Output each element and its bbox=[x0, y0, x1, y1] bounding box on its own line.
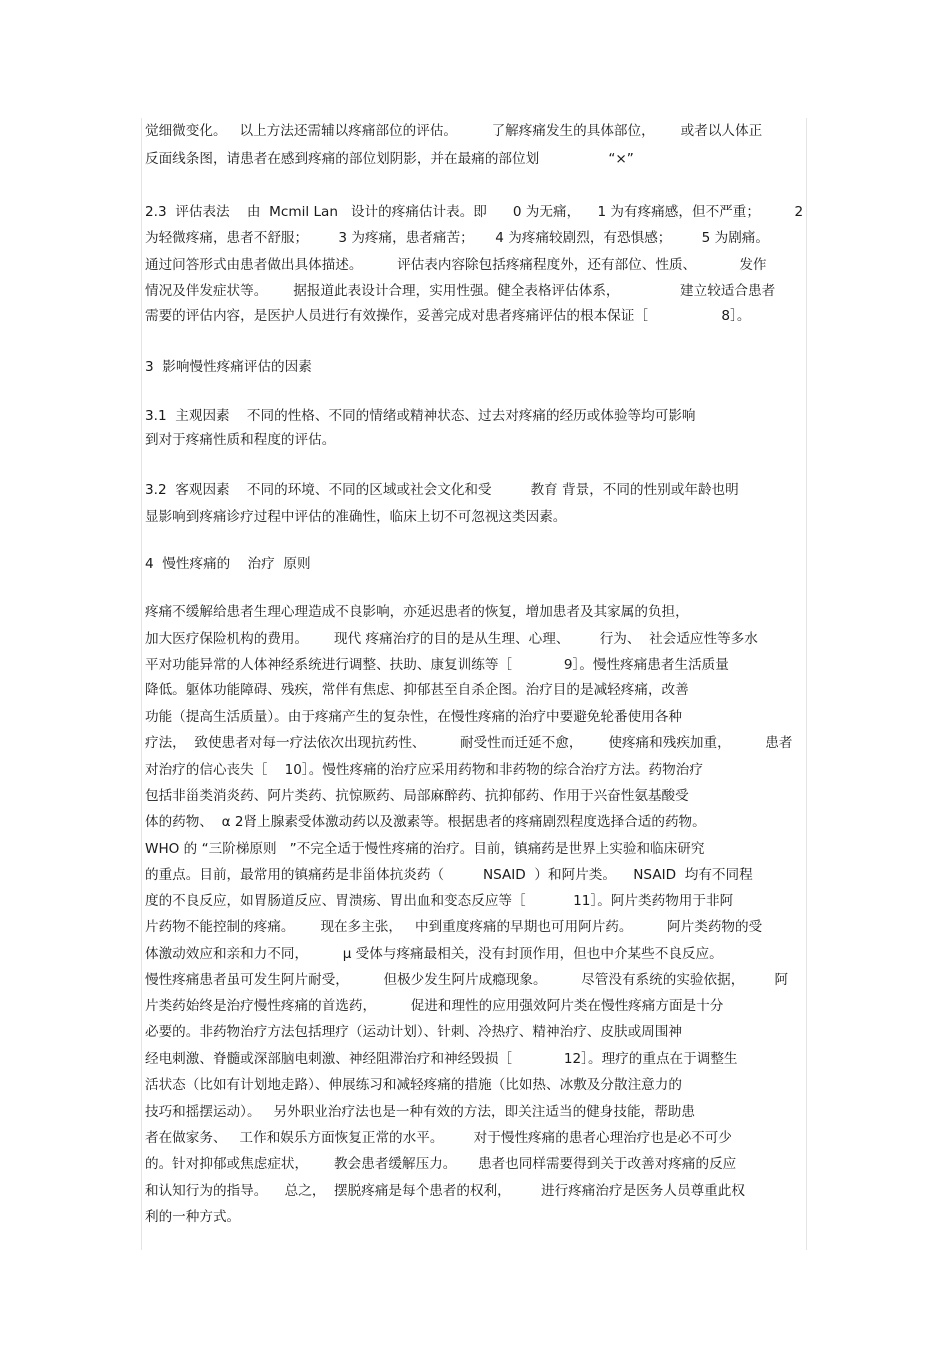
text-line: 片药物不能控制的疼痛。 现在多主张， 中到重度疼痛的早期也可用阿片药。 阿片类药物的受 bbox=[145, 919, 763, 935]
text-line: 对治疗的信心丧失［ 10］。慢性疼痛的治疗应采用药物和非药物的综合治疗方法。药物治疗 bbox=[145, 762, 703, 778]
text-line: 体的药物、 α 2肾上腺素受体激动药以及激素等。根据患者的疼痛剧烈程度选择合适的药物。 bbox=[145, 814, 706, 830]
text-line: 降低。躯体功能障碍、残疾，常伴有焦虑、抑郁甚至自杀企图。治疗目的是减轻疼痛，改善 bbox=[145, 682, 689, 698]
text-line: 经电刺激、脊髓或深部脑电刺激、神经阻滞治疗和神经毁损［ 12］。理疗的重点在于调整生 bbox=[145, 1051, 738, 1067]
text-line: 疼痛不缓解给患者生理心理造成不良影响，亦延迟患者的恢复，增加患者及其家属的负担， bbox=[145, 604, 689, 620]
text-line: 活状态（比如有计划地走路）、伸展练习和减轻疼痛的措施（比如热、冰敷及分散注意力的 bbox=[145, 1077, 682, 1093]
text-line: 通过问答形式由患者做出具体描述。 评估表内容除包括疼痛程度外，还有部位、性质、 发作 bbox=[145, 257, 767, 273]
text-line: WHO 的 “三阶梯原则 ”不完全适于慢性疼痛的治疗。目前，镇痛药是世界上实验和临床研究 bbox=[145, 841, 705, 857]
text-line: 体激动效应和亲和力不同， μ 受体与疼痛最相关，没有封顶作用，但也中介某些不良反应。 bbox=[145, 946, 723, 962]
text-line: 到对于疼痛性质和程度的评估。 bbox=[145, 432, 336, 448]
text-line: 功能（提高生活质量）。由于疼痛产生的复杂性，在慢性疼痛的治疗中要避免轮番使用各种 bbox=[145, 709, 682, 725]
text-line: 平对功能异常的人体神经系统进行调整、扶助、康复训练等［ 9］。慢性疼痛患者生活质量 bbox=[145, 657, 729, 673]
text-line: 技巧和摇摆运动）。 另外职业治疗法也是一种有效的方法，即关注适当的健身技能，帮助患 bbox=[145, 1104, 695, 1120]
page-border-left bbox=[141, 118, 142, 1250]
text-line: 的。针对抑郁或焦虑症状， 教会患者缓解压力。 患者也同样需要得到关于改善对疼痛的反应 bbox=[145, 1156, 737, 1172]
text-line: 疗法， 致使患者对每一疗法依次出现抗药性、 耐受性而迁延不愈， 使疼痛和残疾加重， 患者 bbox=[145, 735, 793, 751]
text-line: 觉细微变化。 以上方法还需辅以疼痛部位的评估。 了解疼痛发生的具体部位， 或者以人体正 bbox=[145, 123, 763, 139]
text-line: 的重点。目前，最常用的镇痛药是非甾体抗炎药（ NSAID ）和阿片类。 NSAID 均有不同程 bbox=[145, 867, 753, 883]
text-line: 3.2 客观因素 不同的环境、不同的区域或社会文化和受 教育 背景，不同的性别或年龄也明 bbox=[145, 482, 739, 498]
text-line: 2.3 评估表法 由 Mcmil Lan 设计的疼痛估计表。即 0 为无痛， 1 为有疼痛感，但不严重； 2 bbox=[145, 204, 804, 220]
text-line: 为轻微疼痛，患者不舒服； 3 为疼痛，患者痛苦； 4 为疼痛较剧烈，有恐惧感； 5 为剧痛。 bbox=[145, 230, 769, 246]
text-line: 3 影响慢性疼痛评估的因素 bbox=[145, 359, 312, 375]
text-line: 包括非甾类消炎药、阿片类药、抗惊厥药、局部麻醉药、抗抑郁药、作用于兴奋性氨基酸受 bbox=[145, 788, 689, 804]
text-line: 片类药始终是治疗慢性疼痛的首选药， 促进和理性的应用强效阿片类在慢性疼痛方面是十分 bbox=[145, 998, 724, 1014]
text-line: 显影响到疼痛诊疗过程中评估的准确性，临床上切不可忽视这类因素。 bbox=[145, 509, 567, 525]
text-line: 加大医疗保险机构的费用。 现代 疼痛治疗的目的是从生理、心理、 行为、 社会适应性等多水 bbox=[145, 631, 758, 647]
text-line: 度的不良反应，如胃肠道反应、胃溃疡、胃出血和变态反应等［ 11］。阿片类药物用于非阿 bbox=[145, 893, 734, 909]
text-line: 3.1 主观因素 不同的性格、不同的情绪或精神状态、过去对疼痛的经历或体验等均可影响 bbox=[145, 408, 696, 424]
text-line: 需要的评估内容，是医护人员进行有效操作，妥善完成对患者疼痛评估的根本保证［ 8］。 bbox=[145, 308, 751, 324]
page-border-right bbox=[806, 118, 807, 1250]
text-line: 利的一种方式。 bbox=[145, 1209, 241, 1225]
text-line: 者在做家务、 工作和娱乐方面恢复正常的水平。 对于慢性疼痛的患者心理治疗也是必不可少 bbox=[145, 1130, 732, 1146]
text-line: 4 慢性疼痛的 治疗 原则 bbox=[145, 556, 311, 572]
text-line: 反面线条图，请患者在感到疼痛的部位划阴影，并在最痛的部位划 “×” bbox=[145, 151, 634, 167]
text-line: 慢性疼痛患者虽可发生阿片耐受， 但极少发生阿片成瘾现象。 尽管没有系统的实验依据， 阿 bbox=[145, 972, 789, 988]
text-line: 和认知行为的指导。 总之， 摆脱疼痛是每个患者的权利， 进行疼痛治疗是医务人员尊重此权 bbox=[145, 1183, 745, 1199]
text-line: 情况及伴发症状等。 据报道此表设计合理，实用性强。健全表格评估体系， 建立较适合患者 bbox=[145, 283, 776, 299]
text-line: 必要的。非药物治疗方法包括理疗（运动计划）、针刺、冷热疗、精神治疗、皮肤或周围神 bbox=[145, 1024, 682, 1040]
